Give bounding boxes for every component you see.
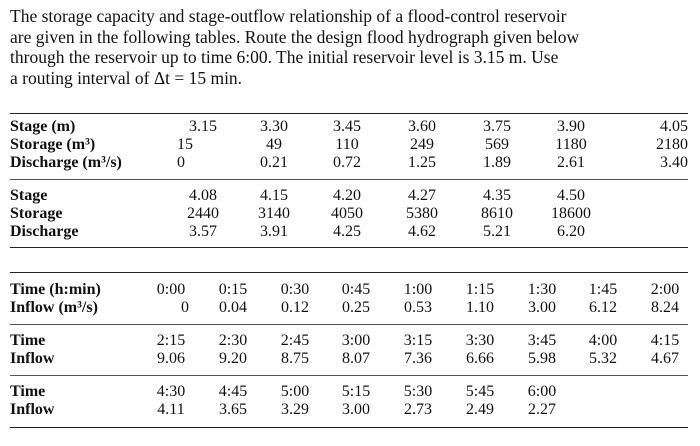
cell: 1.89	[483, 154, 511, 171]
cell: 1.10	[466, 299, 494, 316]
cell: 3.45	[333, 118, 361, 135]
row-label: Discharge (m³/s)	[10, 154, 122, 171]
table-row	[0, 281, 700, 301]
row-label: Storage (m³)	[10, 136, 96, 153]
cell: 2.61	[557, 154, 585, 171]
row-label: Time	[10, 383, 46, 400]
cell: 3.00	[528, 299, 556, 316]
table-row	[0, 154, 700, 174]
table-bottom-rule	[10, 427, 688, 428]
cell: 4.05	[660, 118, 688, 135]
cell: 5:15	[341, 383, 371, 400]
table-divider	[10, 375, 688, 376]
cell: 5.21	[483, 223, 511, 240]
cell: 569	[485, 136, 509, 153]
cell: 6.20	[557, 223, 585, 240]
table-row	[0, 332, 700, 352]
cell: 3.40	[660, 154, 688, 171]
cell: 18600	[551, 205, 591, 222]
cell: 0.72	[333, 154, 361, 171]
problem-line: through the reservoir up to time 6:00. The initial reservoir level is 3.15 m. Use	[10, 47, 559, 67]
cell: 5.32	[589, 350, 617, 367]
cell: 3:30	[465, 332, 495, 349]
cell: 4.20	[333, 187, 361, 204]
cell: 4.11	[157, 401, 185, 418]
table-row	[0, 350, 700, 370]
cell: 1180	[555, 136, 587, 153]
cell: 3.60	[408, 118, 436, 135]
cell: 2:30	[218, 332, 248, 349]
table-row	[0, 401, 700, 421]
cell: 4.67	[651, 350, 679, 367]
row-label: Discharge	[10, 223, 79, 240]
cell: 0.04	[219, 299, 247, 316]
table-row	[0, 136, 700, 156]
problem-line: The storage capacity and stage-outflow relationship of a flood-control reservoir	[10, 6, 567, 26]
cell: 4:00	[588, 332, 618, 349]
cell: 6:00	[527, 383, 557, 400]
cell: 4:45	[218, 383, 248, 400]
cell: 0.25	[342, 299, 370, 316]
cell: 6.66	[466, 350, 494, 367]
cell: 3:45	[527, 332, 557, 349]
table-divider	[10, 324, 688, 325]
cell: 3.00	[342, 401, 370, 418]
cell: 2.73	[404, 401, 432, 418]
row-label: Inflow (m³/s)	[10, 299, 98, 316]
cell: 4.08	[189, 187, 217, 204]
row-label: Storage	[10, 205, 63, 222]
cell: 2180	[656, 136, 688, 153]
cell: 8.24	[651, 299, 679, 316]
table-row	[0, 118, 700, 138]
cell: 1:00	[403, 281, 433, 298]
cell: 0	[177, 154, 185, 171]
cell: 3.75	[483, 118, 511, 135]
cell: 49	[266, 136, 282, 153]
row-label: Time	[10, 332, 46, 349]
row-label: Stage	[10, 187, 48, 204]
cell: 5:00	[280, 383, 310, 400]
table-row	[0, 383, 700, 403]
problem-line: are given in the following tables. Route the design flood hydrograph given below	[10, 26, 580, 47]
table-row	[0, 223, 700, 243]
cell: 2:15	[156, 332, 186, 349]
cell: 5380	[406, 205, 438, 222]
cell: 4050	[331, 205, 363, 222]
cell: 0.21	[260, 154, 288, 171]
cell: 8610	[481, 205, 513, 222]
cell: 3.15	[189, 118, 217, 135]
row-label: Inflow	[10, 401, 55, 418]
cell: 8.75	[281, 350, 309, 367]
cell: 4:15	[650, 332, 680, 349]
cell: 2:45	[280, 332, 310, 349]
cell: 8.07	[342, 350, 370, 367]
cell: 4.27	[408, 187, 436, 204]
cell: 0:00	[156, 281, 186, 298]
row-label: Time (h:min)	[10, 281, 101, 298]
cell: 3.57	[189, 223, 217, 240]
cell: 0.53	[404, 299, 432, 316]
cell: 4.35	[483, 187, 511, 204]
cell: 1.25	[408, 154, 436, 171]
cell: 5:30	[403, 383, 433, 400]
cell: 0	[181, 299, 189, 316]
cell: 5:45	[465, 383, 495, 400]
table-top-rule	[10, 272, 688, 273]
cell: 2.49	[466, 401, 494, 418]
cell: 4.50	[557, 187, 585, 204]
cell: 110	[335, 136, 359, 153]
cell: 4.15	[260, 187, 288, 204]
cell: 2:00	[650, 281, 680, 298]
cell: 3140	[258, 205, 290, 222]
row-label: Inflow	[10, 350, 55, 367]
cell: 0.12	[281, 299, 309, 316]
table-bottom-rule	[10, 247, 688, 248]
cell: 1:45	[588, 281, 618, 298]
cell: 3.65	[219, 401, 247, 418]
cell: 7.36	[404, 350, 432, 367]
cell: 3.30	[260, 118, 288, 135]
cell: 4.25	[333, 223, 361, 240]
cell: 0:30	[280, 281, 310, 298]
table-row	[0, 187, 700, 207]
problem-line: a routing interval of Δt = 15 min.	[10, 67, 243, 88]
cell: 5.98	[528, 350, 556, 367]
cell: 3.90	[557, 118, 585, 135]
table-row	[0, 205, 700, 225]
row-label: Stage (m)	[10, 118, 76, 135]
cell: 6.12	[589, 299, 617, 316]
cell: 249	[410, 136, 434, 153]
cell: 9.06	[157, 350, 185, 367]
problem-statement	[10, 6, 690, 88]
cell: 4:30	[156, 383, 186, 400]
table-divider	[10, 179, 688, 180]
table-row	[0, 299, 700, 319]
cell: 2.27	[528, 401, 556, 418]
cell: 3:15	[403, 332, 433, 349]
cell: 9.20	[219, 350, 247, 367]
cell: 0:45	[341, 281, 371, 298]
cell: 2440	[187, 205, 219, 222]
table-top-rule	[10, 113, 688, 114]
cell: 3.29	[281, 401, 309, 418]
cell: 1:15	[465, 281, 495, 298]
cell: 15	[177, 136, 193, 153]
cell: 3:00	[341, 332, 371, 349]
cell: 0:15	[218, 281, 248, 298]
cell: 4.62	[408, 223, 436, 240]
cell: 3.91	[260, 223, 288, 240]
cell: 1:30	[527, 281, 557, 298]
